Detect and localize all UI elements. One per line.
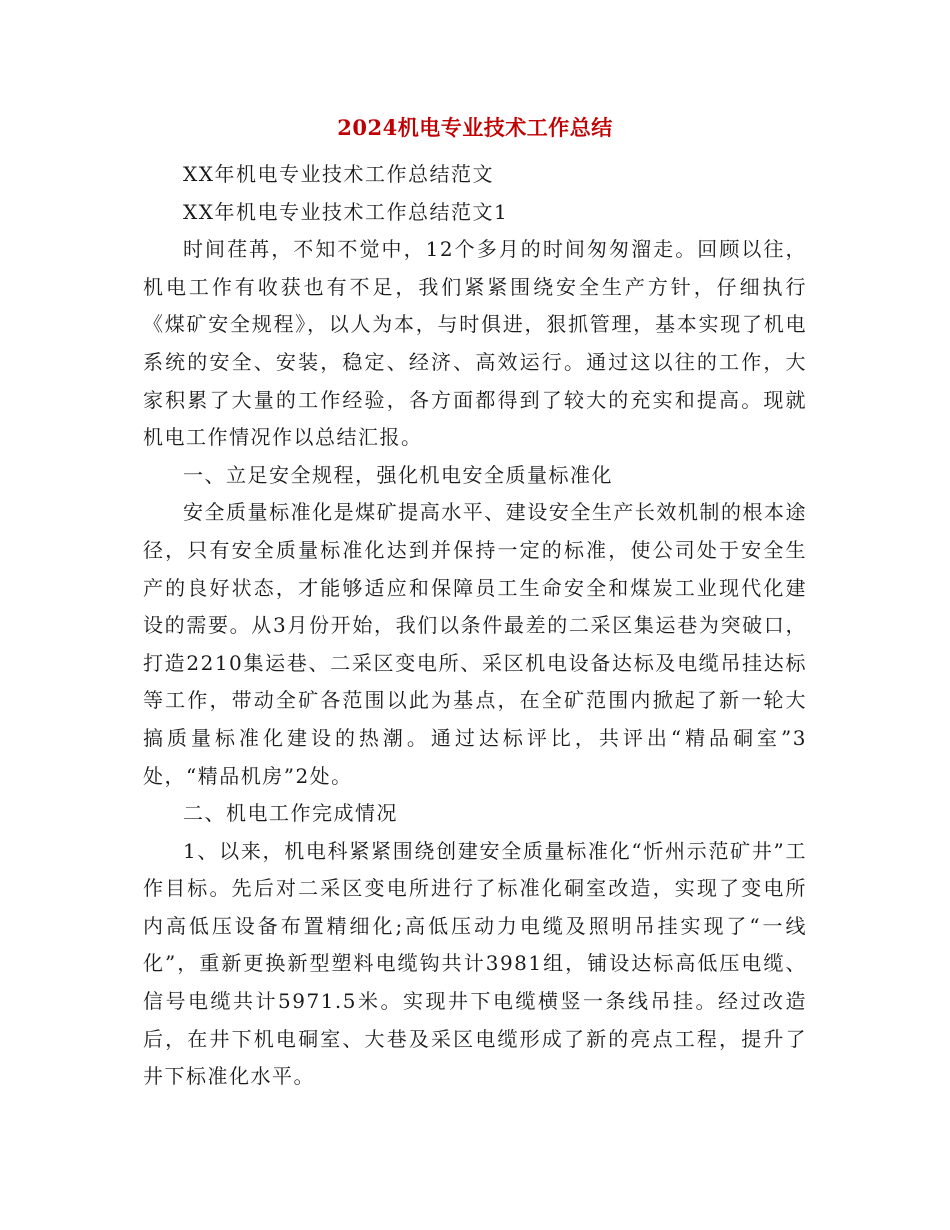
section-heading-2: 二、机电工作完成情况 <box>183 801 398 826</box>
paragraph-subtitle-2: XX年机电专业技术工作总结范文1 <box>183 199 509 224</box>
paragraph-standardization: 安全质量标准化是煤矿提高水平、建设安全生产长效机制的根本途径，只有安全质量标准化达到并保持一定的标准，使公司处于安全生产的良好状态，才能够适应和保障员工生命安全和煤炭工业现代化建设的需要。从3月份开始，我们以条件最差的二采区集运巷为突破口，打造2210集运巷、二采区变电所、采区机电设备达标及电缆吊挂达标等工作，带动全矿各范围以此为基点，在全矿范围内掀起了新一轮大搞质量标准化建设的热潮。通过达标评比，共评出“精品硐室”3处，“精品机房”2处。 <box>143 500 807 788</box>
document-body <box>143 156 807 1096</box>
paragraph-completion: 1、以来，机电科紧紧围绕创建安全质量标准化“忻州示范矿井”工作目标。先后对二采区变电所进行了标准化硐室改造，实现了变电所内高低压设备布置精细化;高低压动力电缆及照明吊挂实现了“一线化”，重新更换新型塑料电缆钩共计3981组，铺设达标高低压电缆、信号电缆共计5971.5米。实现井下电缆横竖一条线吊挂。经过改造后，在井下机电硐室、大巷及采区电缆形成了新的亮点工程，提升了井下标准化水平。 <box>143 838 807 1089</box>
document-title: 2024机电专业技术工作总结 <box>337 115 613 140</box>
section-heading-1: 一、立足安全规程，强化机电安全质量标准化 <box>183 462 613 487</box>
paragraph-intro: 时间荏苒，不知不觉中，12个多月的时间匆匆溜走。回顾以往，机电工作有收获也有不足，我们紧紧围绕安全生产方针，仔细执行《煤矿安全规程》，以人为本，与时俱进，狠抓管理，基本实现了机电系统的安全、安装，稳定、经济、高效运行。通过这以往的工作，大家积累了大量的工作经验，各方面都得到了较大的充实和提高。现就机电工作情况作以总结汇报。 <box>143 237 807 450</box>
paragraph-subtitle-1: XX年机电专业技术工作总结范文 <box>183 162 494 186</box>
